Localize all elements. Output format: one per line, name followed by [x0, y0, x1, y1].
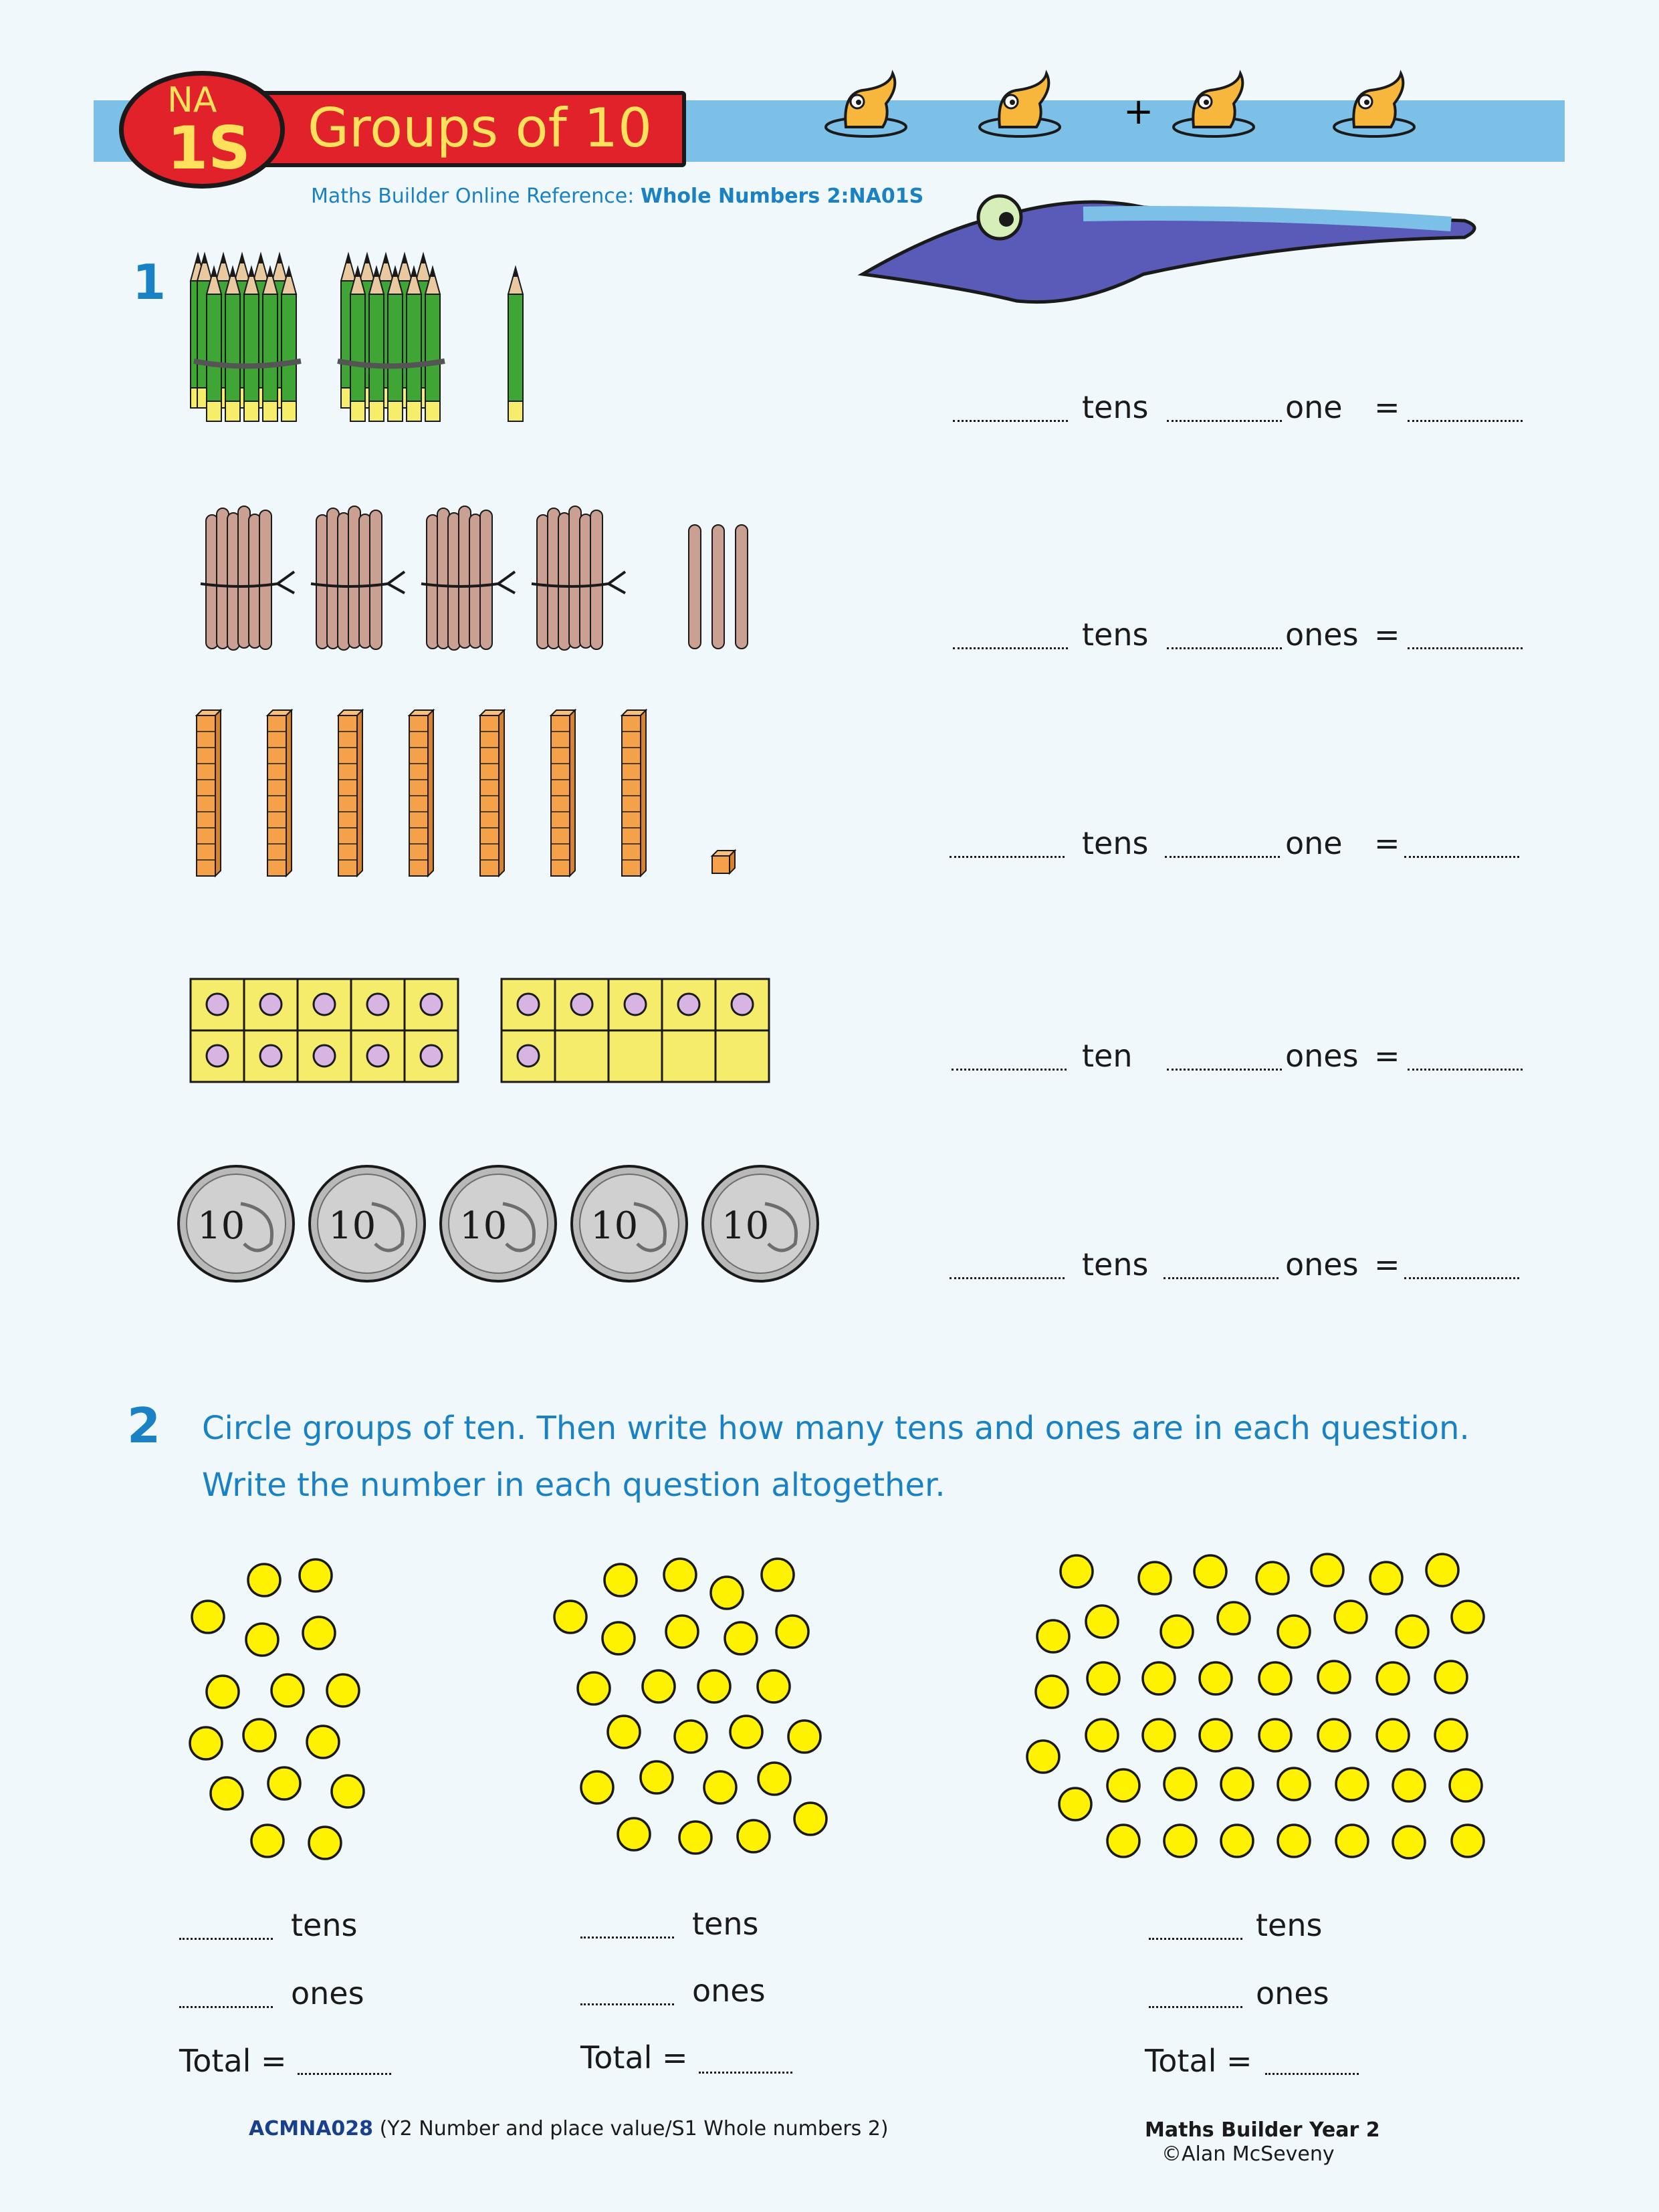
group2-total-blank[interactable] — [699, 2072, 792, 2074]
badge-number: 1S — [167, 114, 251, 183]
row5-ones-label: ones — [1285, 1246, 1359, 1283]
counter-group-2 — [554, 1559, 826, 1854]
group3-ones-label: ones — [1256, 1975, 1329, 2011]
counter-group-1 — [190, 1559, 364, 1859]
group3-total-label: Total = — [1145, 2043, 1252, 2079]
curriculum-code — [249, 2117, 889, 2140]
group3-ones-blank[interactable] — [1149, 2006, 1242, 2008]
group2-ones-label: ones — [692, 1973, 766, 2009]
coin-value: 10 — [459, 1204, 508, 1248]
book-title: Maths Builder Year 2 — [1145, 2118, 1380, 2142]
group2-tens-label: tens — [692, 1906, 759, 1942]
group3-tens-blank[interactable] — [1149, 1938, 1242, 1940]
row1-tens-label: tens — [1082, 389, 1149, 425]
group2-ones-blank[interactable] — [580, 2003, 674, 2005]
group2-total-label: Total = — [580, 2039, 688, 2076]
row3-tens-label: tens — [1082, 825, 1149, 861]
row5-tens-label: tens — [1082, 1246, 1149, 1283]
row4-tens-label: ten — [1082, 1038, 1133, 1074]
question-1-number: 1 — [132, 254, 167, 310]
coin-value: 10 — [328, 1204, 376, 1248]
counter-group-3 — [1027, 1554, 1484, 1858]
question-2-instruction-line-2: Write the number in each question altogether. — [202, 1466, 946, 1504]
group3-total-blank[interactable] — [1265, 2073, 1359, 2075]
row4-equals: = — [1374, 1038, 1400, 1074]
copyright: ©Alan McSeveny — [1162, 2142, 1335, 2166]
group1-tens-blank[interactable] — [179, 1938, 273, 1940]
group2-tens-blank[interactable] — [580, 1937, 674, 1939]
coin-value: 10 — [590, 1204, 639, 1248]
group1-tens-label: tens — [291, 1907, 358, 1943]
question-2-number: 2 — [127, 1398, 161, 1454]
group1-ones-label: ones — [291, 1975, 364, 2011]
row4-ones-label: ones — [1285, 1038, 1359, 1074]
row2-ones-label: ones — [1285, 617, 1359, 653]
badge-strand: NA — [167, 80, 217, 120]
curriculum-code-description: (Y2 Number and place value/S1 Whole numbers 2) — [379, 2117, 889, 2140]
row3-ones-label: one — [1285, 825, 1343, 861]
plus-sign: + — [1123, 90, 1154, 132]
curriculum-code-id: ACMNA028 — [249, 2117, 374, 2140]
coin-value: 10 — [722, 1204, 770, 1248]
page-title: Groups of 10 — [308, 97, 652, 159]
group1-total-blank[interactable] — [298, 2073, 391, 2075]
row3-equals: = — [1374, 825, 1400, 861]
question-2-instruction-line-1: Circle groups of ten. Then write how many tens and ones are in each question. — [202, 1410, 1470, 1447]
group1-total-label: Total = — [179, 2043, 287, 2079]
row2-tens-label: tens — [1082, 617, 1149, 653]
group3-tens-label: tens — [1256, 1907, 1323, 1943]
reference-label: Maths Builder Online Reference: — [311, 185, 635, 208]
reference-value: Whole Numbers 2:NA01S — [640, 185, 924, 208]
row2-equals: = — [1374, 617, 1400, 653]
group1-ones-blank[interactable] — [179, 2006, 273, 2008]
row1-ones-label: one — [1285, 389, 1343, 425]
coin-value: 10 — [197, 1204, 245, 1248]
row1-equals: = — [1374, 389, 1400, 425]
row5-equals: = — [1374, 1246, 1400, 1283]
